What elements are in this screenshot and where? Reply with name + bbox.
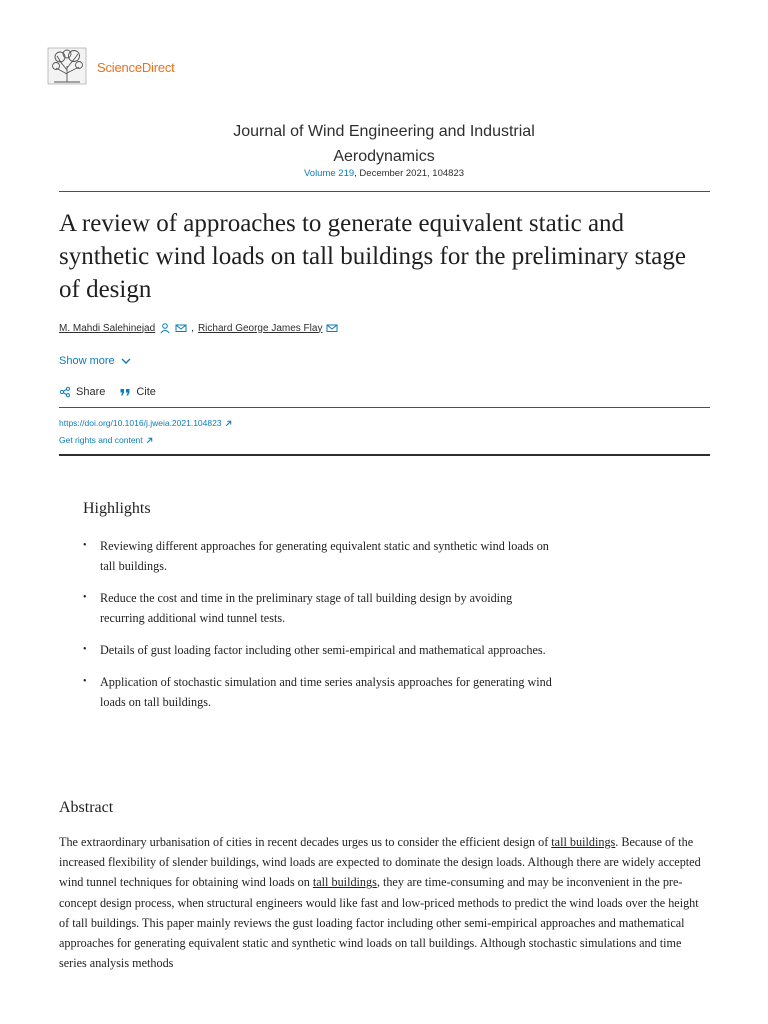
share-button[interactable] <box>59 386 105 398</box>
highlights-list <box>83 536 553 724</box>
topic-link[interactable]: tall buildings <box>312 875 377 890</box>
abstract-part: . Because of the increased flexibility of slender buildings, wind loads are expected to dominate the design loads. Although there are widely accepted wind tunnel techniques for obtaining wind loads on <box>59 835 701 890</box>
cite-label: Cite <box>136 386 156 398</box>
abstract-heading: Abstract <box>59 799 114 816</box>
quote-icon <box>119 386 131 398</box>
highlight-text: Application of stochastic simulation and time series analysis approaches for generating wind loads on tall buildings. <box>100 675 552 709</box>
journal-title-line1: Journal of Wind Engineering and Industrial <box>233 123 535 140</box>
abstract-part: , they are time-consuming and may be inconvenient in the pre-concept design process, when structural engineers would like fast and low-priced methods to predict the wind loads over the height of tall buildings. This paper mainly reviews the gust loading factor including other semi-empirical approaches and mathematical approaches for generating equivalent static and synthetic wind loads on tall buildings. Although stochastic simulations and time series analysis methods <box>59 875 699 971</box>
elsevier-tree-icon[interactable] <box>46 46 88 86</box>
highlights-heading: Highlights <box>83 500 151 517</box>
list-item <box>83 536 553 576</box>
person-icon[interactable] <box>159 322 171 334</box>
issue-date: , December 2021, 104823 <box>354 168 465 179</box>
author-link[interactable]: Richard George James Flay <box>197 322 323 334</box>
bullet-icon: • <box>83 644 87 655</box>
cite-button[interactable] <box>119 386 156 398</box>
list-item <box>83 588 553 628</box>
sciencedirect-logo[interactable]: ScienceDirect <box>97 60 175 75</box>
highlight-text: Reduce the cost and time in the preliminary stage of tall building design by avoiding recurring additional wind tunnel tests. <box>100 591 513 625</box>
author-list <box>59 322 338 334</box>
bullet-icon: • <box>83 592 87 603</box>
volume-link[interactable]: Volume 219 <box>303 168 355 179</box>
show-more-label: Show more <box>59 355 115 367</box>
highlight-text: Details of gust loading factor including other semi-empirical and mathematical approaches. <box>100 643 546 657</box>
rights-link[interactable] <box>59 435 154 445</box>
list-item <box>83 640 553 660</box>
abstract-part: The extraordinary urbanisation of cities in recent decades urges us to consider the efficient design of <box>59 835 552 849</box>
rights-text: Get rights and content <box>59 435 143 445</box>
article-actions <box>59 386 170 398</box>
mail-icon[interactable] <box>326 322 338 334</box>
bullet-icon: • <box>83 540 87 551</box>
doi-text: https://doi.org/10.1016/j.jweia.2021.104823 <box>59 418 222 428</box>
bullet-icon: • <box>83 676 87 687</box>
author-link[interactable]: M. Mahdi Salehinejad <box>59 322 156 334</box>
list-item <box>83 672 553 712</box>
metadata-divider <box>59 454 710 456</box>
journal-title[interactable] <box>0 119 768 169</box>
share-label: Share <box>76 386 106 398</box>
external-link-icon <box>145 436 154 445</box>
chevron-down-icon <box>120 355 132 367</box>
mail-icon[interactable] <box>175 322 187 334</box>
share-icon <box>59 386 71 398</box>
volume-info <box>0 168 768 179</box>
abstract-text <box>59 832 711 973</box>
article-title: A review of approaches to generate equivalent static and synthetic wind loads on tall buildings for the preliminary stage of design <box>59 210 686 303</box>
highlight-text: Reviewing different approaches for generating equivalent static and synthetic wind loads on tall buildings. <box>100 539 549 573</box>
header-divider <box>59 191 710 192</box>
topic-link[interactable]: tall buildings <box>551 835 616 849</box>
journal-title-line2: Aerodynamics <box>333 148 435 165</box>
actions-divider <box>59 407 710 408</box>
external-link-icon <box>224 419 233 428</box>
author-separator: , <box>191 322 194 334</box>
show-more-button[interactable] <box>59 355 132 367</box>
doi-link[interactable] <box>59 418 233 428</box>
